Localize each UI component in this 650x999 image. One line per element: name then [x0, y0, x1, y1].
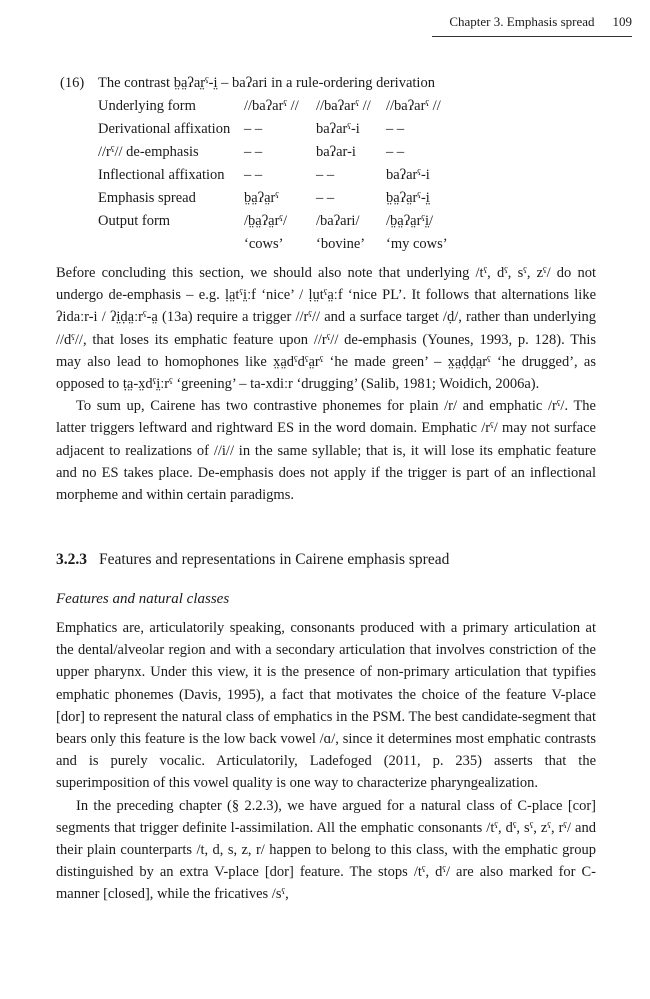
derivation-row — [98, 118, 466, 141]
derivation-cell: ‘bovine’ — [316, 236, 366, 252]
derivation-cell: baʔarˤ-i — [316, 121, 360, 137]
derivation-row — [98, 210, 466, 233]
derivation-row — [98, 233, 466, 256]
derivation-cell: baʔar-i — [316, 144, 356, 160]
paragraph: To sum up, Cairene has two contrastive phonemes for plain /r/ and emphatic /rˤ/. The latter triggers leftward and rightward ES in the word domain. Emphatic /rˤ/ may not surface adjacent to realizations of //i// in the same syllable; that is, it will lose its emphatic feature and no ES takes place. De-emphasis does not apply if the trigger is part of an inflectional morpheme and within certain paradigms. — [56, 398, 596, 504]
derivation-cell: ‘cows’ — [244, 236, 284, 252]
body-text-2 — [56, 617, 596, 906]
derivation-cell: – – — [386, 144, 405, 160]
derivation-cell: b̤a̤ʔa̤rˤ — [244, 190, 279, 206]
derivation-step-label: Underlying form — [98, 98, 196, 114]
derivation-step-label — [98, 233, 244, 256]
derivation-cell: //baʔarˤ // — [244, 98, 299, 114]
derivation-step-label: Derivational affixation — [98, 121, 231, 137]
section-heading — [56, 551, 616, 569]
derivation-row — [98, 187, 466, 210]
example-title: The contrast b̤a̤ʔar̤ˤ-i̤ – baʔari in a rule-ordering derivation — [98, 75, 435, 91]
derivation-cell: – – — [244, 121, 263, 137]
derivation-table — [98, 95, 466, 256]
derivation-cell: – – — [386, 121, 405, 137]
running-header — [0, 14, 632, 30]
derivation-cell: /b̤a̤ʔa̤rˤ/ — [244, 213, 288, 229]
derivation-cell: – – — [244, 144, 263, 160]
paragraph: In the preceding chapter (§ 2.2.3), we have argued for a natural class of C-place [cor] segments that trigger definite l-assimilation. All the emphatic consonants /tˤ, dˤ, sˤ, zˤ, rˤ/ and their plain counterparts /t, d, s, z, r/ happen to belong to this class, with the emphatic group distinguished by an extra V-place [dor] feature. The stops /tˤ, dˤ/ are also marked for C-manner [closed], while the fricatives /sˤ, — [56, 797, 596, 903]
derivation-row — [98, 95, 466, 118]
paragraph: Emphatics are, articulatorily speaking, consonants produced with a primary articulation at the dental/alveolar region and with a secondary articulation that involves constriction of the upper pharynx. Under this view, it is the presence of non-primary articulation that typifies emphatic phonemes (Davis, 1995), a fact that motivates the choice of the feature V-place [dor] to represent the natural class of emphatics in the PSM. The best candidate-segment that bears only this feature is the low back vowel /ɑ/, since it determines most emphatic contrasts and is purely vocalic. Articulatorily, Ladefoged (2011, p. 235) asserts that the superimposition of this vowel quality is one way to characterize pharyngealization. — [56, 620, 596, 792]
derivation-cell: b̤a̤ʔa̤rˤ-i̤ — [386, 190, 430, 206]
example-title-line — [60, 72, 620, 95]
derivation-cell: – – — [316, 167, 335, 183]
derivation-cell: //baʔarˤ // — [386, 98, 441, 114]
derivation-row — [98, 164, 466, 187]
derivation-cell: //baʔarˤ // — [316, 98, 371, 114]
derivation-cell: – – — [244, 167, 263, 183]
subsection-heading: Features and natural classes — [56, 591, 230, 607]
section-number: 3.2.3 — [56, 551, 87, 568]
example-number: (16) — [60, 75, 85, 91]
derivation-cell: baʔarˤ-i — [386, 167, 430, 183]
section-title: Features and representations in Cairene emphasis spread — [99, 551, 450, 568]
body-text-1 — [56, 262, 596, 506]
derivation-cell: ‘my cows’ — [386, 236, 448, 252]
derivation-step-label: Output form — [98, 213, 171, 229]
derivation-cell: – – — [316, 190, 335, 206]
example-16 — [60, 72, 620, 256]
derivation-step-label: Emphasis spread — [98, 190, 196, 206]
derivation-cell: /b̤a̤ʔa̤rˤi̤/ — [386, 213, 434, 229]
derivation-row — [98, 141, 466, 164]
page-number: 109 — [612, 14, 632, 29]
derivation-step-label: //rˤ// de-emphasis — [98, 144, 199, 160]
paragraph: Before concluding this section, we should also note that underlying /tˤ, dˤ, sˤ, zˤ/ do not undergo de-emphasis – e.g. ḷa̤tˤi̤ːf ‘nice’ / ḷṳtˤa̤ːf ‘nice PL’. It follows that alternations like ʔidaːr-i / ʔi̤ḍa̤ːrˤ-a̤ (13a) require a trigger //rˤ// and a surface target /ḍ/, rather than underlying //dˤ//, that loses its emphatic feature upon //rˤ// de-emphasis (Younes, 1993, p. 128). This may also lead to homophones like x̤a̤dˤdˤa̤rˤ ‘he made green’ – x̤a̤ḍḍa̤rˤ ‘he drugged’, as opposed to ṭa̤-x̤dˤi̤ːrˤ ‘greening’ – ta-xdiːr ‘drugging’ (Salib, 1981; Woidich, 2006a). — [56, 265, 596, 393]
header-rule — [432, 36, 632, 37]
chapter-title: Chapter 3. Emphasis spread — [449, 14, 595, 29]
derivation-cell: /baʔari/ — [316, 213, 360, 229]
derivation-step-label: Inflectional affixation — [98, 167, 225, 183]
